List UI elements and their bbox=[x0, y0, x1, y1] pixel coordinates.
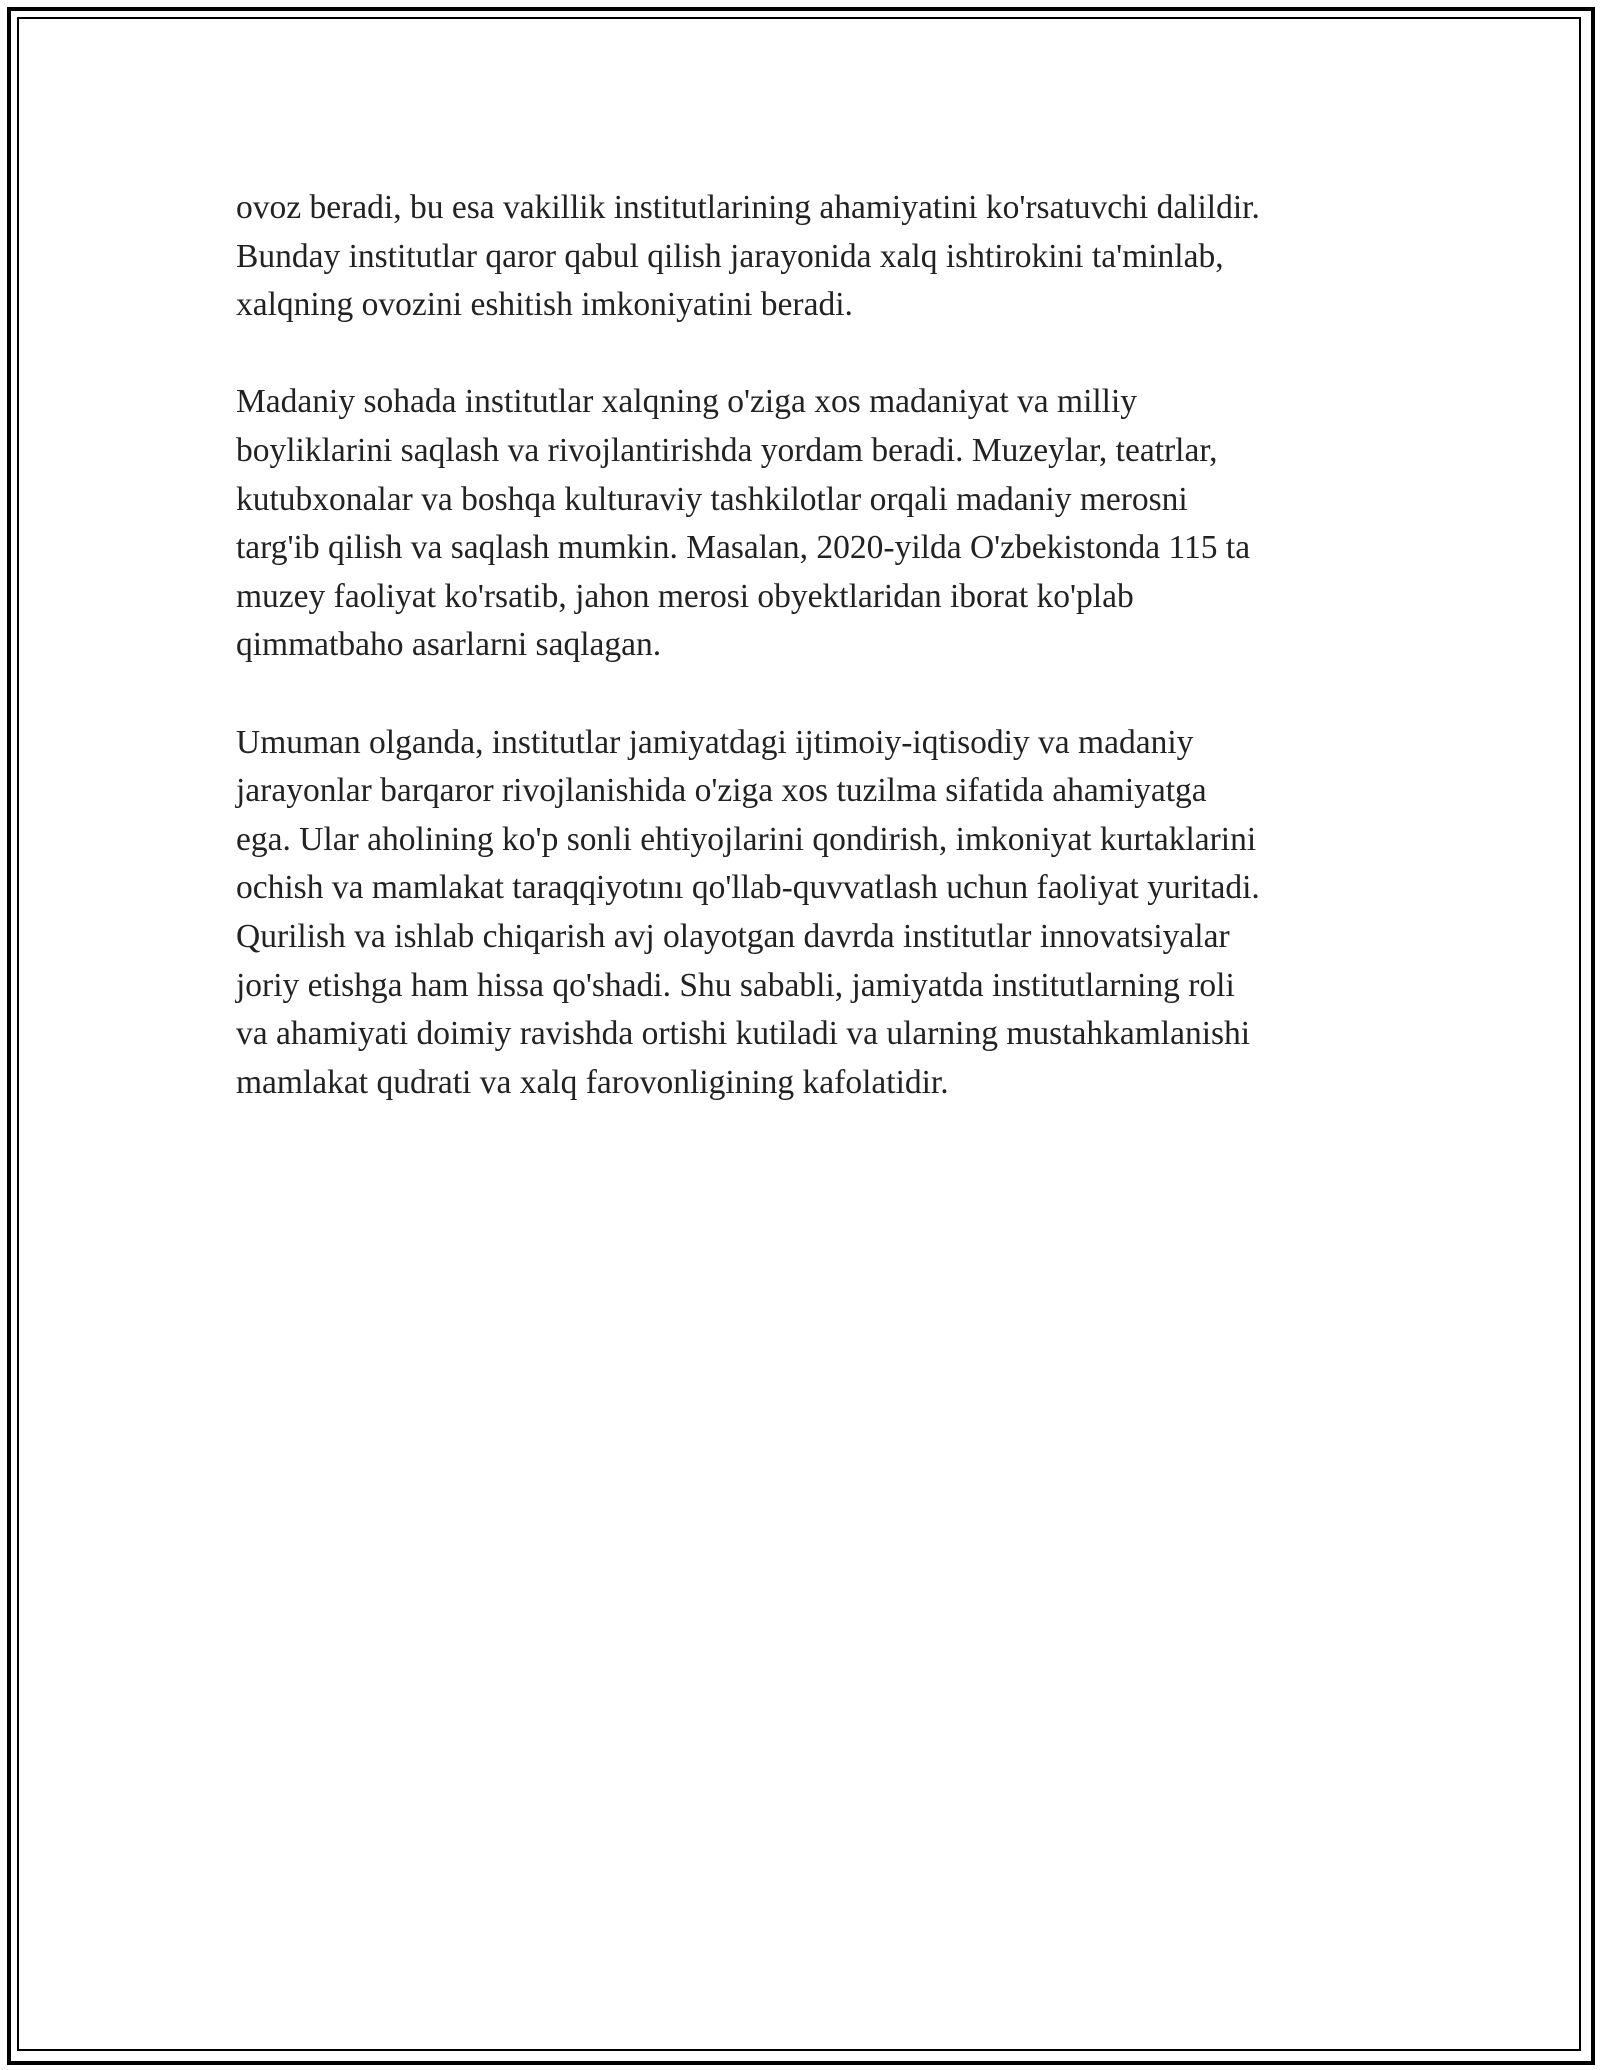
text-line: joriy etishga ham hissa qo'shadi. Shu sababli, jamiyatda institutlarning roli bbox=[236, 966, 1235, 1004]
text-line: kutubxonalar va boshqa kulturaviy tashkilotlar orqali madaniy merosni bbox=[236, 480, 1188, 518]
paragraph-1 bbox=[236, 184, 1376, 330]
text-line: mamlakat qudrati va xalq farovonligining kafolatidir. bbox=[236, 1063, 949, 1101]
text-line: ochish va mamlakat taraqqiyotını qo'llab-quvvatlash uchun faoliyat yuritadi. bbox=[236, 869, 1260, 907]
text-line: qimmatbaho asarlarni saqlagan. bbox=[236, 626, 662, 664]
paragraph-3 bbox=[236, 719, 1376, 1108]
text-line: jarayonlar barqaror rivojlanishida o'ziga xos tuzilma sifatida ahamiyatga bbox=[236, 772, 1207, 810]
text-line: targ'ib qilish va saqlash mumkin. Masalan, 2020-yilda O'zbekistonda 115 ta bbox=[236, 529, 1251, 567]
text-line: boyliklarini saqlash va rivojlantirishda yordam beradi. Muzeylar, teatrlar, bbox=[236, 431, 1218, 469]
text-line: Umuman olganda, institutlar jamiyatdagi ijtimoiy-iqtisodiy va madaniy bbox=[236, 723, 1194, 761]
text-line: ovoz beradi, bu esa vakillik institutlarining ahamiyatini ko'rsatuvchi dalildir. bbox=[236, 189, 1260, 226]
text-line: muzey faoliyat ko'rsatib, jahon merosi obyektlaridan iborat ko'plab bbox=[236, 577, 1134, 615]
document-body bbox=[236, 184, 1376, 1107]
text-line: Qurilish va ishlab chiqarish avj olayotgan davrda institutlar innovatsiyalar bbox=[236, 917, 1230, 955]
text-line: xalqning ovozini eshitish imkoniyatini beradi. bbox=[236, 286, 853, 324]
text-line: va ahamiyati doimiy ravishda ortishi kutiladi va ularning mustahkamlanishi bbox=[236, 1015, 1251, 1053]
paragraph-2 bbox=[236, 378, 1376, 670]
text-line: Madaniy sohada institutlar xalqning o'ziga xos madaniyat va milliy bbox=[236, 383, 1138, 421]
text-line: ega. Ular aholining ko'p sonli ehtiyojlarini qondirish, imkoniyat kurtaklarini bbox=[236, 820, 1257, 858]
text-line: Bunday institutlar qaror qabul qilish jarayonida xalq ishtirokini ta'minlab, bbox=[236, 237, 1224, 275]
